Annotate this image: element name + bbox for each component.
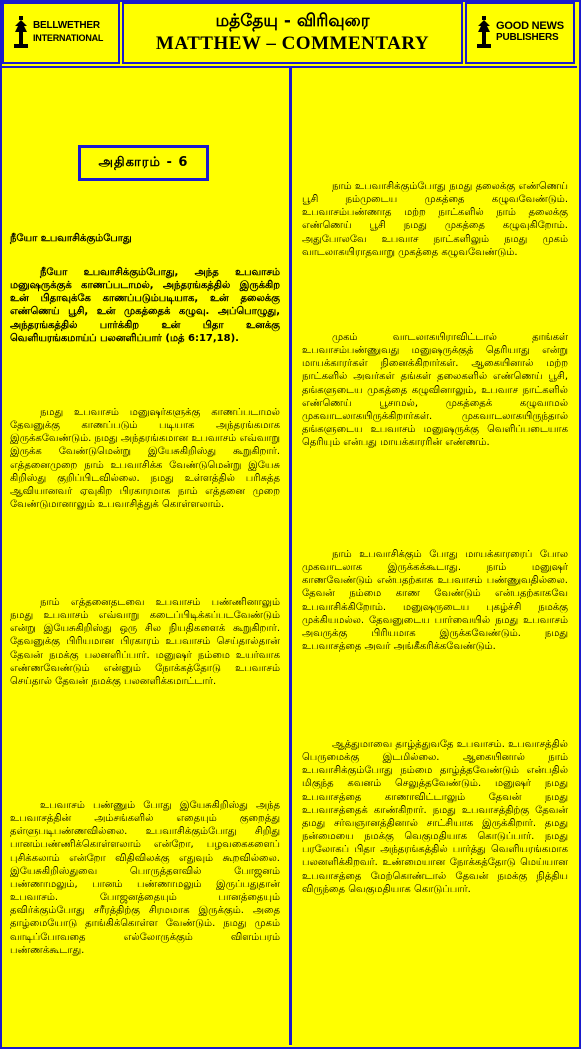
left-paragraph: [10, 596, 280, 688]
verse-quote: [10, 266, 280, 345]
right-paragraph: [302, 738, 568, 896]
left-paragraph: [10, 406, 280, 511]
right-paragraph: [302, 548, 568, 653]
paragraph-text: நாம் எத்தனைதடவை உபவாசம் பண்ணினாலும் நமது உபவாசம் எவ்வாறு கடைப்பிடிக்கப்படவேண்டும் என்று இயேசுகிறிஸ்து ஒரு சில நியதிகளைக் கூறுகிறார். தேவனுக்கு பிரியமான பிரகாரம் உபவாசம் செய்தால்தான் தேவன் நமக்கு பலனளிப்பார். மனுஷர் நம்மை உயர்வாக எண்ணவேண்டும் என்னும் நோக்கத்தோடு உபவாசம் செய்தால் தேவன் நமக்கு பலனளிக்கமாட்டார்.: [10, 597, 280, 687]
paragraph-text: நாம் உபவாசிக்கும் போது மாயக்காரரைப் போல முகவாடலாக இருக்கக்கூடாது. நாம் மனுஷர் காணவேண்டும் என்பதற்காக உபவாசம் பண்ணுவதில்லை. தேவன் நம்மை காண வேண்டும் என்பதற்காகவே உபவாசிக்கிறோம். மனுஷருடைய புகழ்ச்சி நமக்கு முக்கியமல்ல. தேவனுடைய பார்வையில் நமது உபவாசம் அவருக்கு பிரியமாக இருக்கவேண்டும். நமது உபவாசத்தை அவர் அங்கீகரிக்கவேண்டும்.: [302, 549, 568, 653]
lamp-icon: [12, 16, 30, 48]
bellwether-line1: BELLWETHER: [33, 20, 100, 31]
paragraph-text: நமது உபவாசம் மனுஷர்களுக்கு காணப்படாமல் தேவனுக்கு காணப்படும் படியாக அந்தரங்கமாக இருக்கவேண்டும். நமது அந்தரங்கமான உபவாசம் எவ்வாறு இருக்க வேண்டுமென்று இயேசுகிறிஸ்து கூறுகிறார். எத்தனைமுறை நாம் உபவாசிக்க வேண்டுமென்று இயேசு கிறிஸ்து குறிப்பிடவில்லை. நமது உள்ளத்தில் பரிசுத்த ஆவியானவர் ஏவுகிற பிரகாரமாக நாம் எத்தனை முறை வேண்டுமானாலும் உபவாசித்துக் கொள்ளலாம்.: [10, 407, 280, 511]
header: [2, 2, 575, 66]
paragraph-text: உபவாசம் பண்ணும் போது இயேசுகிறிஸ்து அந்த உபவாசத்தின் அம்சங்களில் எதையும் குறைத்து தள்ளுபடிபண்ணவில்லை. உபவாசிக்கும்போது சிறிது பானம்பண்ணிக்கொள்ளலாம் என்றோ, பழவகைகளைப் புசிக்கலாம் என்றோ விதிவிலக்கு எதுவும் கூறவில்லை. இயேசுகிறிஸ்துவை பொருத்தளவில் போஜனம் பண்ணாமலும், பானம் பண்ணாமலும் இருப்பதுதான் உபவாசம். போஜனத்தையும் பானத்தையும் தவிர்க்கும்போது சரீரத்திற்கு சிரமமாக இருக்கும். அதை தாழ்மையோடு தாங்கிக்கொள்ள வேண்டும். நமது முகம் வாடிப்போவதை எல்லோருக்கும் விளம்பரம் பண்ணக்கூடாது.: [10, 800, 280, 956]
page-title-tamil: மத்தேயு - விரிவுரை: [215, 11, 370, 31]
column-divider: [289, 68, 292, 1045]
chapter-label: அதிகாரம் - 6: [78, 145, 209, 181]
right-paragraph: [302, 331, 568, 449]
paragraph-text: முகம் வாடலாகயிராவிட்டால் தாங்கள் உபவாசம்பண்ணுவது மனுஷருக்குத் தெரியாது என்று மாயக்காரர்கள் நினைக்கிறார்கள். ஆகையினால் மற்ற நாட்களில் அவர்கள் தங்கள் தலைகளில் எண்ணெய் பூசி, தங்களுடைய முகத்தை கழுவினாலும், உபவாச நாட்களில் எண்ணெய் பூசாமல், முகத்தைக் கழுவாமல் முகவாடலாகயிருக்கிறார்கள். முகவாடலாகயிருந்தால் தங்களுடைய உபவாசம் மனுஷருக்கு வெளிப்படையாக தெரியும் என்பது மாயக்காரரின் எண்ணம்.: [302, 332, 568, 449]
paragraph-text: நாம் உபவாசிக்கும்போது நமது தலைக்கு எண்ணெய் பூசி நம்முடைய முகத்தை கழுவவேண்டும். உபவாசம்பண்ணாத மற்ற நாட்களில் நாம் தலைக்கு எண்ணெய் பூசி நமது முகத்தை கழுவுகிறோம். அதுபோலவே உபவாச நாட்களிலும் நமது முகம் வாடலாகயிராதவாறு முகத்தை கழுவவேண்டும்.: [302, 181, 568, 258]
right-paragraph: [302, 180, 568, 259]
title-box: [122, 2, 463, 64]
left-paragraph: [10, 799, 280, 957]
lamp-icon: [475, 16, 493, 48]
bellwether-line2: INTERNATIONAL: [33, 33, 104, 43]
good-news-line1: GOOD NEWS: [496, 20, 564, 32]
good-news-logo-box: [465, 2, 575, 64]
paragraph-text: ஆத்துமாவை தாழ்த்துவதே உபவாசம். உபவாசத்தில் பெருமைக்கு இடமில்லை. ஆகையினால் நாம் உபவாசிக்கும்போது நம்மை தாழ்த்தவேண்டும் என்பதில் மிகுந்த கவனம் செலுத்தவேண்டும். மனுஷர் நமது உபவாசத்தை காணாவிட்டாலும் தேவன் நமது உபவாசத்தைக் காண்கிறார். நமது உபவாசத்திற்கு தேவன் தமது சர்வஞானத்தினால் சாட்சியாக இருக்கிறார். தமது நன்மையை நமக்கு வெகுமதியாக கொடுப்பார். நமது பரலோகப் பிதா அந்தரங்கத்தில் பார்த்து வெளியரங்கமாக பலனளிக்கிறவர். உண்மையான நோக்கத்தோடு மெய்யான உபவாசத்தை மேற்கொண்டால் தேவன் நமக்கு நித்திய விருந்தை வெகுமதியாக கொடுப்பார்.: [302, 739, 568, 895]
bellwether-logo-box: [2, 2, 120, 64]
bellwether-logo: [12, 16, 103, 48]
verse-text: நீயோ உபவாசிக்கும்போது, அந்த உபவாசம் மனுஷருக்குக் காணப்படாமல், அந்தரங்கத்தில் இருக்கிற உன் பிதாவுக்கே காணப்படும்படியாக, உன் தலைக்கு எண்ணெய் பூசி, உன் முகத்தைக் கழுவு. அப்பொழுது, அந்தரங்கத்தில் பார்க்கிற உன் பிதா உனக்கு வெளியரங்கமாய்ப் பலனளிப்பார் (மத் 6:17,18).: [10, 267, 280, 344]
good-news-logo: [475, 16, 564, 48]
section-heading: நீயோ உபவாசிக்கும்போது: [10, 233, 132, 244]
good-news-line2: PUBLISHERS: [496, 32, 559, 43]
page-title-english: MATTHEW – COMMENTARY: [155, 33, 430, 54]
